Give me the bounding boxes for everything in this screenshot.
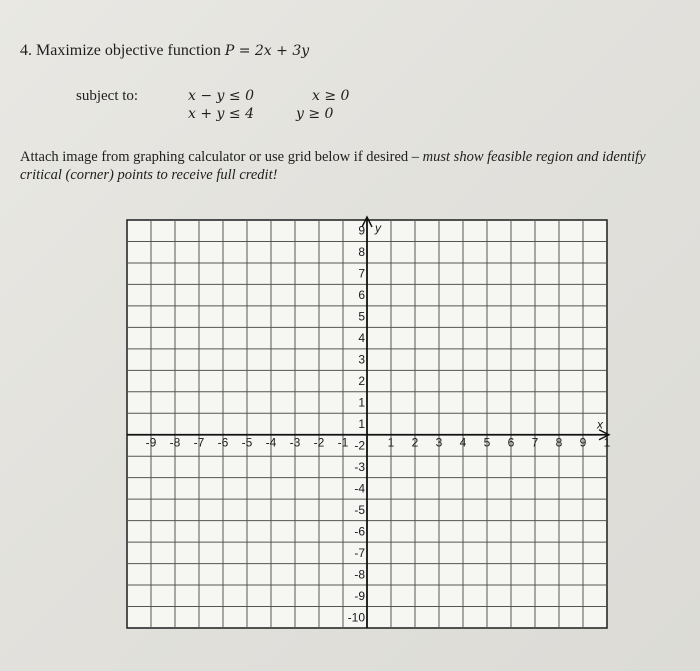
x-tick-label: 1 <box>603 435 611 450</box>
x-tick-label: -6 <box>217 435 229 450</box>
y-tick-label: -2 <box>354 438 365 453</box>
objective-function: P = 2x + 3y <box>224 43 310 59</box>
x-tick-label: 3 <box>435 435 443 450</box>
y-tick-label: -10 <box>347 610 365 625</box>
y-tick-label: 8 <box>358 245 365 260</box>
x-tick-label: -7 <box>193 435 205 450</box>
y-tick-label: 4 <box>358 331 365 346</box>
y-axis-label: y <box>375 221 381 235</box>
x-tick-label: -5 <box>241 435 253 450</box>
y-tick-label: 7 <box>358 266 365 281</box>
y-tick-label: -5 <box>354 502 365 517</box>
x-tick-label: 9 <box>579 435 587 450</box>
x-tick-label: 5 <box>483 435 491 450</box>
y-tick-label: 6 <box>358 288 365 303</box>
x-tick-label: 8 <box>555 435 563 450</box>
x-tick-label: 1 <box>387 435 395 450</box>
y-tick-label: 1 <box>358 395 365 410</box>
x-tick-label: -4 <box>265 435 277 450</box>
y-tick-label: -7 <box>354 545 365 560</box>
x-tick-label: 7 <box>531 435 539 450</box>
problem-number: 4. <box>20 42 32 59</box>
x-tick-label: 6 <box>507 435 515 450</box>
x-tick-label: 4 <box>459 435 467 450</box>
x-tick-label: -2 <box>313 435 325 450</box>
constraint-4: y ≥ 0 <box>296 106 334 122</box>
subject-to-label: subject to: <box>76 88 139 104</box>
x-tick-label: -3 <box>289 435 301 450</box>
instructions-emphasis: must show feasible region and identify critical (corner) points to receive full credit! <box>20 149 646 183</box>
x-axis-label: x <box>597 417 603 432</box>
problem-title-text: Maximize objective function <box>36 42 221 59</box>
y-tick-label: -9 <box>354 588 365 603</box>
x-tick-label: -8 <box>169 435 181 450</box>
instructions-plain: Attach image from graphing calculator or use grid below if desired – <box>20 149 423 165</box>
constraint-2: x ≥ 0 <box>312 88 350 104</box>
constraint-3: x + y ≤ 4 <box>188 106 254 122</box>
x-tick-label: 2 <box>411 435 419 450</box>
y-tick-label: 9 <box>358 223 365 238</box>
y-tick-label: 3 <box>358 352 365 367</box>
x-tick-label: -9 <box>145 435 157 450</box>
constraint-1: x − y ≤ 0 <box>188 88 254 104</box>
y-tick-label: -8 <box>354 567 365 582</box>
y-tick-label: 5 <box>358 309 365 324</box>
y-tick-label: -6 <box>354 524 365 539</box>
y-tick-label: -3 <box>354 459 365 474</box>
y-tick-label: -4 <box>354 481 365 496</box>
x-tick-label: -1 <box>337 435 349 450</box>
y-tick-label: 1 <box>358 417 365 431</box>
y-tick-label: 2 <box>358 374 365 389</box>
